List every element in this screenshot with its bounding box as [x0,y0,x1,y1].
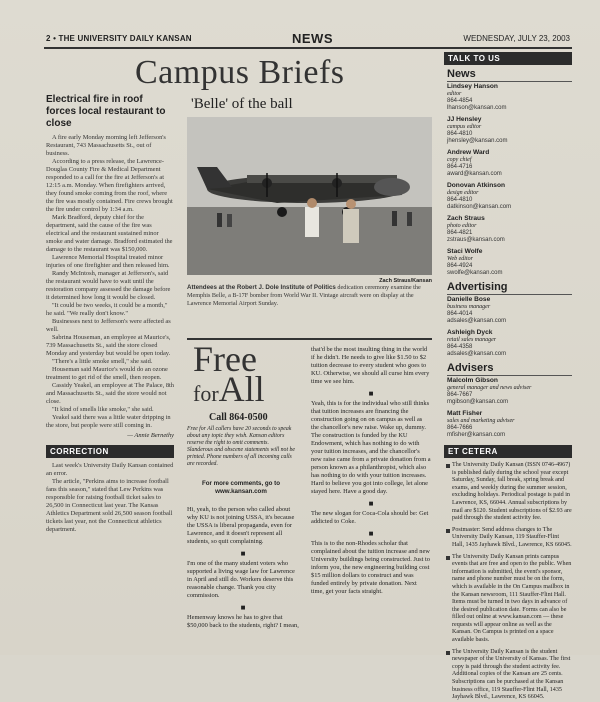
et-cetera-block [444,445,572,702]
staff-phone: 864-4014 [447,311,473,317]
staff-name: Staci Wolfe [447,248,483,255]
staff-contact [447,182,572,211]
staff-phone: 864-4358 [447,344,473,350]
staff-contact [447,116,572,145]
correction-paragraph: Last week's University Daily Kansan contained an error. [46,462,174,477]
staff-contact [447,329,572,358]
et-cetera-paragraph: The University Daily Kansan is the student newspaper of the University of Kansas. The first copy is paid through the student activity fee. Additional copies of the Kansan are 25 cents. Subscriptions can be purchased at the Kansan business office, 119 Stauffer-Flint Hall, 1435 Jayhawk Blvd., Lawrence, KS 66045. [446,649,572,702]
bomber-photo [187,117,432,275]
free-for-all-entry: Hemenway knows he has to give that $50,000 back to the students, right? I mean, [187,614,299,629]
logo-free: Free [193,339,257,379]
free-for-all-entry: This is to the non-Rhodes scholar that complained about the tuition increase and new University buildings being constructed. Just to inform you, the new engineering building cost $15 million dollars to construct and was funded entirely by private donation. Next time, get your facts straight. [311,540,430,595]
logo-all: All [218,369,265,409]
free-for-all-logo [193,339,265,409]
page-number-masthead: 2 • THE UNIVERSITY DAILY KANSAN [46,34,192,43]
story-paragraph: "It kind of smells like smoke," she said. [52,406,154,413]
staff-name: Zach Straus [447,215,485,222]
staff-name: Andrew Ward [447,149,490,156]
free-for-all-right-entries [311,346,431,602]
staff-phone: 864-4821 [447,230,473,236]
story-paragraph: Businesses next to Jefferson's were affected as well. [46,318,171,333]
staff-contact [447,149,572,178]
et-cetera-label: ET CETERA [444,445,572,458]
staff-contact [447,296,572,325]
comments-link-block [187,480,295,496]
separator-icon: ■ [240,549,246,558]
b17-bomber-illustration [187,117,432,275]
issue-date: WEDNESDAY, JULY 23, 2003 [463,34,570,43]
staff-role: general manager and news adviser [447,385,532,391]
staff-phone: 864-7666 [447,425,473,431]
comments-line: For more comments, go to [201,480,281,487]
page-title: Campus Briefs [135,54,345,91]
separator-icon: ■ [240,603,246,612]
correction-paragraph: The article, "Perkins aims to increase football fans this season," stated that Lew Perkins was responsible for raising football ticket sales to 26,500 in Connecticut last year. The Kansas Athletics Department sold 26,500 season football tickets last year, not the Connecticut athletics department. [46,478,173,533]
staff-phone: 864-4854 [447,98,473,104]
staff-role: editor [447,91,462,97]
staff-role: design editor [447,190,479,196]
story-paragraph: Yeakel said there was a little water dripping in the store, but people were still coming in. [46,414,171,429]
correction-label: CORRECTION [46,445,174,458]
staff-name: Donovan Atkinson [447,182,506,189]
free-for-all-entry: that'd be the most insulting thing in the world if he didn't. He needs to give like $1.50 to $2 tuition decrease to every student who goes to KU. Otherwise, we should all curse him every time we see him. [311,346,430,385]
staff-email[interactable]: lhanson@kansan.com [447,105,507,111]
staff-role: copy chief [447,157,472,163]
story-paragraph: Sabrina Houseman, an employee at Maurice's, 739 Massachusetts St., said the store closed Monday and yesterday but would be open today. [46,334,171,357]
free-for-all-entry: Hi, yeah, to the person who called about why KU is not joining USSA, it's because the USSA is liberal propaganda, even for Lawrence, and it doesn't represent all students, so quit complaining. [187,506,295,545]
story-paragraph: "There's a little smoke smell," she said. [52,358,153,365]
free-for-all-left-entries [187,506,299,636]
staff-name: Malcolm Gibson [447,377,498,384]
story-paragraph: Mark Bradford, deputy chief for the department, said the cause of the fire was electrical and the restaurant sustained minor smoke and water damage. Bradford estimated the damage to the restaurant was $150,000. [46,214,173,253]
staff-email[interactable]: mgibson@kansan.com [447,399,509,405]
staff-contact [447,83,572,112]
et-cetera-paragraph: The University Daily Kansan prints campus events that are free and open to the public. When information is submitted, the event's sponsor, name and phone number must be on the form, which is available in the On Campus mailbox in the Kansan newsroom, 111 Stauffer-Flint Hall. Items must be turned in two days in advance of the desired publication date. Forms can also be filled out online at www.kansan.com — these requests will appear online as well as the Kansan. On Campus is printed on a space available basis. [446,554,572,645]
correction-body [46,462,174,534]
staff-name: Danielle Bose [447,296,491,303]
logo-for: for [193,381,219,406]
staff-email[interactable]: datkinson@kansan.com [447,204,512,210]
staff-group-heading: News [447,68,572,82]
et-cetera-paragraph: The University Daily Kansan (ISSN 0746-4967) is published daily during the school year except Saturday, Sunday, fall break, spring break and exams, and weekly during the summer session, excluding holidays. Periodical postage is paid in Lawrence, KS, 66044. Annual subscriptions by mail are $120. Student subscriptions of $2.93 are paid through the student activity fee. [446,462,572,523]
staff-contact [447,248,572,277]
separator-icon: ■ [368,389,374,398]
photo-caption [187,284,432,308]
story-byline: — Annie Bernethy [127,432,174,439]
staff-role: photo editor [447,223,477,229]
story-paragraph: Cassidy Yeakel, an employee at The Palace, 8th and Massachusetts St., said the store would not close. [46,382,174,405]
staff-role: retail sales manager [447,337,497,343]
story-paragraph: Houseman said Maurice's would do an ozone treatment to get rid of the smell, then reopen. [46,366,168,381]
comments-url[interactable]: www.kansan.com [215,488,267,495]
caption-lead: Attendees at the Robert J. Dole Institute of Politics [187,284,336,291]
staff-phone: 864-4716 [447,164,473,170]
staff-phone: 864-4810 [447,197,473,203]
staff-email[interactable]: swolfe@kansan.com [447,270,503,276]
talk-to-us-label: TALK TO US [444,52,572,65]
staff-phone: 864-4924 [447,263,473,269]
separator-icon: ■ [368,499,374,508]
story-paragraph: A fire early Monday morning left Jefferson's Restaurant, 743 Massachusetts St., out of business. [46,134,166,157]
staff-email[interactable]: mfisher@kansan.com [447,432,506,438]
staff-group-heading: Advertising [447,281,572,295]
photo-feature [187,94,432,322]
story-body [46,134,174,430]
staff-contact [447,215,572,244]
sidebar [444,52,572,702]
free-for-all-phone: Call 864-0500 [209,412,268,423]
photo-credit: Zach Straus/Kansan [379,278,432,284]
et-cetera-paragraph: Postmaster: Send address changes to The University Daily Kansan, 119 Stauffer-Flint Hall, 1435 Jayhawk Blvd., Lawrence, KS 66045. [446,527,572,550]
staff-name: Ashleigh Dyck [447,329,493,336]
story-paragraph: "It could be two weeks, it could be a month," he said. "We really don't know." [46,302,168,317]
free-for-all-entry: The new slogan for Coca-Cola should be: Get addicted to Coke. [311,510,429,525]
free-for-all-section [187,338,432,652]
story-paragraph: Randy McIntosh, manager at Jefferson's, said the restaurant would have to wait until the restoration company assessed the damage before it determined how long it would be closed. [46,270,171,301]
staff-phone: 864-4810 [447,131,473,137]
staff-role: business manager [447,304,491,310]
story-headline: Electrical fire in roof forces local restaurant to close [46,94,166,129]
staff-email[interactable]: adsales@kansan.com [447,351,507,357]
staff-role: campus editor [447,124,482,130]
photo-title: 'Belle' of the ball [191,96,293,112]
staff-email[interactable]: adsales@kansan.com [447,318,507,324]
staff-name: JJ Hensley [447,116,482,123]
staff-email[interactable]: award@kansan.com [447,171,502,177]
story-paragraph: According to a press release, the Lawrence-Douglas County Fire & Medical Department responded to a call for the fire at Jefferson's at 12:15 a.m. Monday. When firefighters arrived, they found smoke coming from the roof, where the fire was mostly contained. Fire crews brought the fire under control by 1:34 a.m. [46,158,173,213]
staff-phone: 864-7667 [447,392,473,398]
staff-name: Lindsey Hanson [447,83,498,90]
story-paragraph: Lawrence Memorial Hospital treated minor injuries of one firefighter and then released him. [46,254,170,269]
header-rule [44,47,572,49]
staff-contact [447,377,572,406]
staff-role: sales and marketing adviser [447,418,515,424]
staff-role: Web editor [447,256,473,262]
free-for-all-entry: I'm one of the many student voters who supported a living wage law for Lawrence in April and still do. Workers deserve this reasonable change. Thank you city commission. [187,560,295,599]
staff-group-heading: Advisers [447,362,572,376]
staff-contact [447,410,572,439]
caption-text: dedication ceremony examine the Memphis Belle, a B-17F bomber from World War II. Vintage aircraft were on display at the Lawrence Memorial Airport Sunday. [187,284,421,307]
free-for-all-description: Free for All callers have 20 seconds to speak about any topic they wish. Kansan editors reserve the right to omit comments. Slanderous and obscene statements will not be printed. Phone numbers of all incoming calls are recorded. [187,426,295,467]
staff-directory [444,68,572,439]
left-column [46,94,174,534]
staff-email[interactable]: jhensley@kansan.com [447,138,508,144]
et-cetera-body [444,462,572,702]
section-name: NEWS [292,31,333,46]
staff-email[interactable]: zstraus@kansan.com [447,237,505,243]
staff-name: Matt Fisher [447,410,483,417]
separator-icon: ■ [368,529,374,538]
free-for-all-entry: Yeah, this is for the individual who still thinks that tuition increases are financing the construction going on on campus as well as the chancellor's new raise. Wake up, dummy. The construction is funded by the KU Endowment, which has nothing to do with your tuition increases, and the chancellor's new raise came from a private donation from a person known as a philanthropist, which also has nothing to do with your tuition increases. Hard to believe you got into college, let alone stayed here. Have a good day. [311,400,431,495]
